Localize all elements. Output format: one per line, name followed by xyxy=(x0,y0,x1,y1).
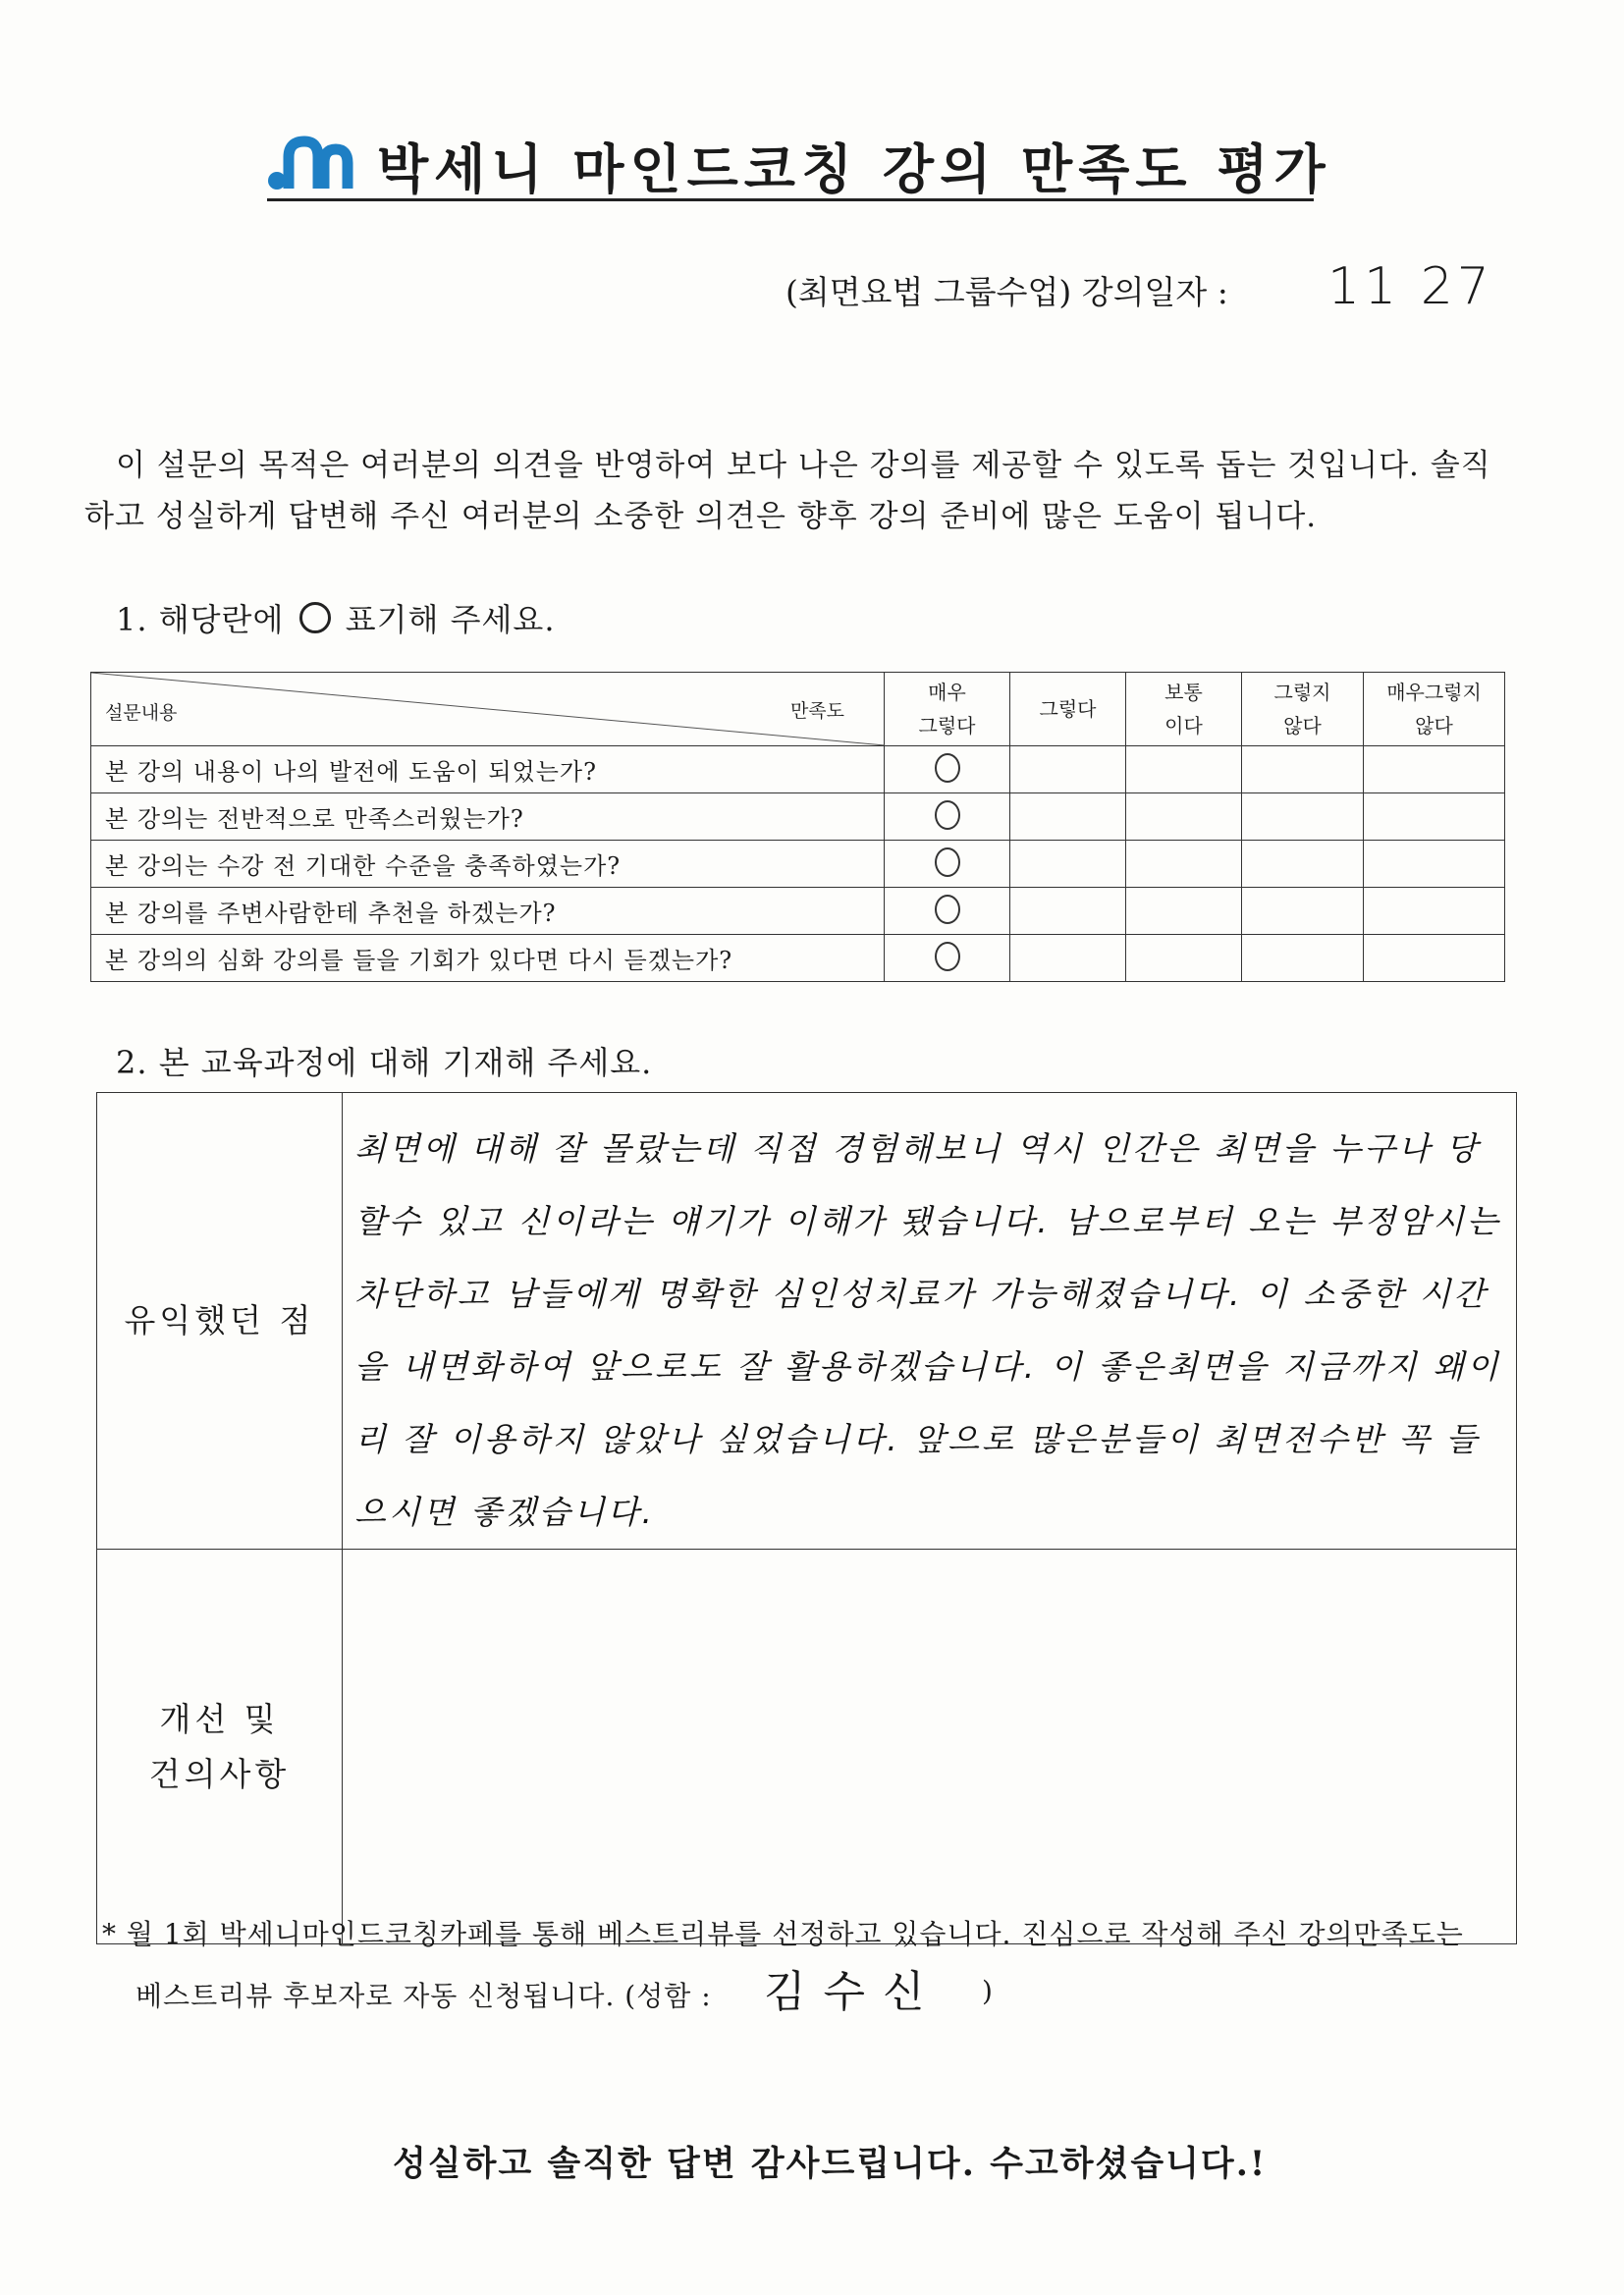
question-text: 본 강의의 심화 강의를 들을 기회가 있다면 다시 듣겠는가? xyxy=(91,935,885,982)
noted-text-field[interactable]: 최면에 대해 잘 몰랐는데 직접 경험해보니 역시 인간은 최면을 누구나 당할수 있고 신이라는 얘기가 이해가 됐습니다. 남으로부터 오는 부정암시는 차단하고 남들에게 명확한 심인성치료가 가능해졌습니다. 이 소중한 시간을 내면화하여 앞으로도 잘 활용하겠습니다. 이 좋은최면을 지금까지 왜이리 잘 이용하지 않았나 싶었습니다. 앞으로 많은분들이 최면전수반 꼭 들으시면 좋겠습니다. xyxy=(343,1093,1517,1550)
section-1-prefix: 1. 해당란에 xyxy=(116,601,285,638)
header-diagonal-cell xyxy=(91,673,885,746)
intro-line-1: 이 설문의 목적은 여러분의 의견을 반영하여 보다 나은 강의를 제공할 수 있도록 돕는 것입니다. 솔직 xyxy=(116,448,1491,483)
question-row xyxy=(91,888,1505,935)
rating-option-cell[interactable] xyxy=(1010,935,1126,982)
question-text: 본 강의 내용이 나의 발전에 도움이 되었는가? xyxy=(91,746,885,793)
comment-table xyxy=(96,1092,1517,1944)
section-1-suffix: 표기해 주세요. xyxy=(345,601,556,638)
rating-option-cell[interactable] xyxy=(1126,841,1242,888)
circle-mark-icon xyxy=(935,800,960,830)
rating-option-cell[interactable] xyxy=(1126,746,1242,793)
rating-option-cell[interactable] xyxy=(1010,888,1126,935)
rating-header-row xyxy=(91,673,1505,746)
rating-option-cell[interactable] xyxy=(1242,935,1364,982)
lecture-date-label: (최면요법 그룹수업) 강의일자 : xyxy=(785,273,1228,311)
circle-mark-icon xyxy=(935,753,960,783)
name-close-paren: ) xyxy=(982,1975,994,2007)
rating-option-cell[interactable] xyxy=(1364,746,1505,793)
rating-option-cell[interactable] xyxy=(1010,841,1126,888)
circle-mark-icon xyxy=(935,895,960,924)
rating-option-cell[interactable] xyxy=(1126,888,1242,935)
question-text: 본 강의는 수강 전 기대한 수준을 충족하였는가? xyxy=(91,841,885,888)
circle-mark-icon xyxy=(299,602,331,633)
rating-option-cell[interactable] xyxy=(1242,888,1364,935)
title-block xyxy=(267,128,1331,201)
question-row xyxy=(91,935,1505,982)
section-1-heading xyxy=(116,595,556,640)
rating-option-cell[interactable] xyxy=(1126,935,1242,982)
lecture-date-value[interactable]: 11 27 xyxy=(1327,257,1493,316)
rating-option-cell[interactable] xyxy=(885,793,1010,841)
name-field[interactable]: 김수신 xyxy=(764,1967,943,2017)
question-text: 본 강의는 전반적으로 만족스러웠는가? xyxy=(91,793,885,841)
intro-line-2: 하고 성실하게 답변해 주신 여러분의 소중한 의견은 향후 강의 준비에 많은 도움이 됩니다. xyxy=(84,499,1318,534)
col-disagree: 그렇지 않다 xyxy=(1242,673,1364,746)
rating-option-cell[interactable] xyxy=(1242,841,1364,888)
question-row xyxy=(91,841,1505,888)
rating-option-cell[interactable] xyxy=(1364,888,1505,935)
rating-option-cell[interactable] xyxy=(1364,793,1505,841)
rating-option-cell[interactable] xyxy=(1010,793,1126,841)
rating-option-cell[interactable] xyxy=(885,841,1010,888)
suggestion-row xyxy=(97,1550,1517,1944)
page-title: 박세니 마인드코칭 강의 만족도 평가 xyxy=(377,137,1331,200)
best-review-note-2: 베스트리뷰 후보자로 자동 신청됩니다. (성함 : xyxy=(135,1980,712,2012)
thanks-message: 성실하고 솔직한 답변 감사드립니다. 수고하셨습니다.! xyxy=(393,2144,1268,2184)
rating-option-cell[interactable] xyxy=(1010,746,1126,793)
col-very-disagree: 매우그렇지 않다 xyxy=(1364,673,1505,746)
suggestion-text-field[interactable] xyxy=(343,1550,1517,1944)
diagonal-line-icon xyxy=(91,673,885,745)
rating-option-cell[interactable] xyxy=(1126,793,1242,841)
park-seni-logo-icon xyxy=(267,134,355,192)
best-review-note-1: * 월 1회 박세니마인드코칭카페를 통해 베스트리뷰를 선정하고 있습니다. 진심으로 작성해 주신 강의만족도는 xyxy=(102,1918,1464,1950)
rating-table xyxy=(90,672,1505,982)
rating-option-cell[interactable] xyxy=(1364,841,1505,888)
rating-option-cell[interactable] xyxy=(885,935,1010,982)
question-row xyxy=(91,746,1505,793)
header-satisfaction-label: 만족도 xyxy=(789,700,844,722)
question-text: 본 강의를 주변사람한테 추천을 하겠는가? xyxy=(91,888,885,935)
rating-option-cell[interactable] xyxy=(885,888,1010,935)
rating-option-cell[interactable] xyxy=(1242,793,1364,841)
col-agree: 그렇다 xyxy=(1010,673,1126,746)
noted-label: 유익했던 점 xyxy=(97,1093,343,1550)
header-content-label: 설문내용 xyxy=(105,702,178,724)
rating-option-cell[interactable] xyxy=(1242,746,1364,793)
col-very-agree: 매우 그렇다 xyxy=(885,673,1010,746)
question-row xyxy=(91,793,1505,841)
rating-option-cell[interactable] xyxy=(885,746,1010,793)
rating-option-cell[interactable] xyxy=(1364,935,1505,982)
circle-mark-icon xyxy=(935,847,960,877)
section-2-heading: 2. 본 교육과정에 대해 기재해 주세요. xyxy=(116,1044,653,1081)
col-neutral: 보통 이다 xyxy=(1126,673,1242,746)
circle-mark-icon xyxy=(935,942,960,971)
suggestion-label: 개선 및 건의사항 xyxy=(97,1550,343,1944)
noted-row xyxy=(97,1093,1517,1550)
